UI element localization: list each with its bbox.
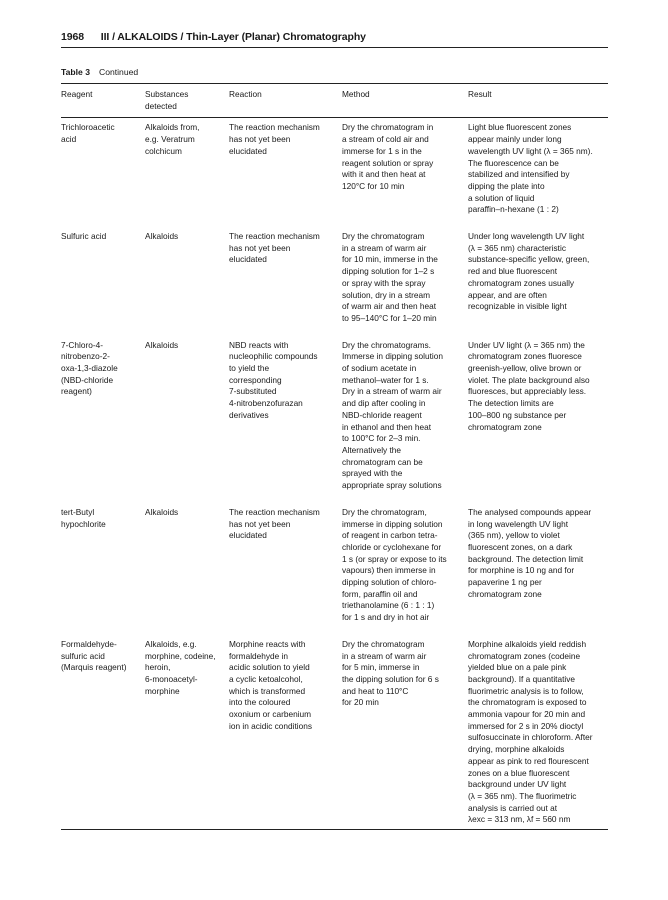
cell-substances: Alkaloids from, e.g. Veratrum colchicum [145, 122, 200, 156]
table-caption-text: Continued [98, 67, 139, 77]
cell-result: Morphine alkaloids yield reddish chromatogram zones (codeine yielded blue on a pale pink background). If a quantitative fluorimetric analysis is to follow, the chromatogram is exposed to ammonia vapour for 20 min and immersed for 2 s in 20% dioctyl sulfosuccinate in chloroform. After drying, morphine alkaloids appear as pink to red flourescent zones on a blue fluorescent background under UV light (λ = 365 nm). The fluorimetric analysis is carried out at λexc = 313 nm, λf = 560 nm [468, 638, 593, 825]
cell-method: Dry the chromatogram in a stream of warm air for 10 min, immerse in the dipping solution for 1–2 s or spray with the spray solution, dry in a stream of warm air and then heat to 95–140°C for 1–20 min [342, 231, 438, 323]
table-caption [61, 67, 138, 77]
cell-reagent: Formaldehyde- sulfuric acid (Marquis reagent) [61, 638, 127, 673]
cell-result: Under UV light (λ = 365 nm) the chromatogram zones fluoresce greenish-yellow, olive brown or violet. The plate background also fluoresces, but appreciably less. The detection limits are 100–800 ng substance per chromatogram zone [468, 339, 590, 432]
table-row [61, 118, 608, 226]
cell-substances: Alkaloids [145, 506, 179, 517]
cell-reagent: Sulfuric acid [61, 231, 107, 242]
reagent-table [61, 83, 608, 830]
column-header-method: Method [342, 84, 468, 118]
cell-substances: Alkaloids [145, 339, 179, 350]
column-header-result: Result [468, 84, 608, 118]
cell-substances: Alkaloids [145, 231, 179, 242]
cell-result: The analysed compounds appear in long wavelength UV light (365 nm), yellow to violet fluorescent zones, on a dark background. The detection limit for morphine is 10 ng and for papaverine 1 ng per chromatogram zone [468, 506, 592, 599]
column-header-reaction: Reaction [229, 84, 342, 118]
cell-method: Dry the chromatograms. Immerse in dipping solution of sodium acetate in methanol–water for 1 s. Dry in a stream of warm air and dip after cooling in NBD-chloride reagent in ethanol and then heat to 100°C for 2–3 min. Alternatively the chromatogram can be sprayed with the appropriate spray solutions [342, 339, 443, 491]
table-header-row [61, 84, 608, 118]
cell-reaction: NBD reacts with nucleophilic compounds to yield the corresponding 7-substituted 4-nitrobenzofurazan derivatives [229, 339, 318, 420]
cell-reaction: The reaction mechanism has not yet been elucidated [229, 506, 320, 541]
cell-reaction: The reaction mechanism has not yet been elucidated [229, 231, 320, 265]
cell-method: Dry the chromatogram in a stream of warm air for 5 min, immerse in the dipping solution for 6 s and heat to 110°C for 20 min [342, 638, 439, 708]
cell-result: Light blue fluorescent zones appear mainly under long wavelength UV light (λ = 365 nm). The fluorescence can be stabilized and intensified by dipping the plate into a solution of liquid paraffin–n-hexane (1 : 2) [468, 122, 593, 215]
cell-method: Dry the chromatogram in a stream of cold air and immerse for 1 s in the reagent solution or spray with it and then heat at 120°C for 10 min [342, 122, 434, 191]
table-label: Table 3 [61, 67, 90, 77]
cell-method: Dry the chromatogram, immerse in dipping solution of reagent in carbon tetra- chloride or cyclohexane for 1 s (or spray or expose to its vapours) then immerse in dipping solution of chloro- form, paraffin oil and triethanolamine (6 : 1 : 1) for 1 s and dry in hot air [342, 506, 447, 623]
cell-reaction: The reaction mechanism has not yet been elucidated [229, 122, 320, 156]
cell-reagent: 7-Chloro-4- nitrobenzo-2- oxa-1,3-diazole (NBD-chloride reagent) [61, 339, 118, 397]
table-row [61, 502, 608, 634]
running-title: III / ALKALOIDS / Thin-Layer (Planar) Chromatography [100, 31, 366, 43]
running-header [61, 31, 609, 43]
column-header-substances: Substances detected [145, 84, 229, 118]
cell-reagent: Trichloroacetic acid [61, 122, 115, 145]
table-row [61, 226, 608, 335]
cell-reagent: tert-Butyl hypochlorite [61, 506, 106, 529]
cell-reaction: Morphine reacts with formaldehyde in acidic solution to yield a cyclic ketoalcohol, which is transformed into the coloured oxonium or carbenium ion in acidic conditions [229, 638, 313, 731]
page-number: 1968 [61, 31, 84, 43]
cell-result: Under long wavelength UV light (λ = 365 nm) characteristic substance-specific yellow, green, red and blue fluorescent chromatogram zones usually appear, and are often recognizable in visible light [468, 231, 590, 312]
cell-substances: Alkaloids, e.g. morphine, codeine, heroin, 6-monoacetyl- morphine [145, 638, 216, 696]
table-row [61, 335, 608, 502]
header-rule [61, 47, 608, 48]
column-header-reagent: Reagent [61, 84, 145, 118]
table-row [61, 634, 608, 830]
